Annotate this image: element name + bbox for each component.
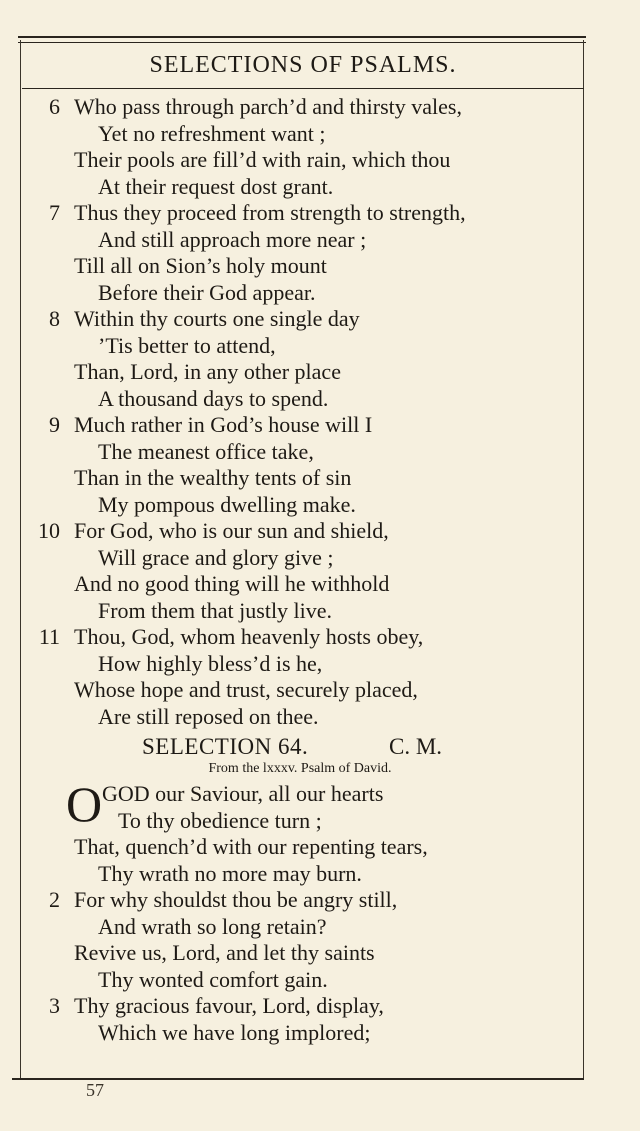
running-header: SELECTIONS OF PSALMS. <box>149 52 457 78</box>
page-number: 57 <box>86 1080 104 1100</box>
verse-line: Than in the wealthy tents of sin <box>74 465 352 490</box>
verse-line: Revive us, Lord, and let thy saints <box>74 940 375 965</box>
selection-meter: C. M. <box>389 734 443 759</box>
right-border <box>583 40 584 1080</box>
verse-line: Thy wrath no more may burn. <box>98 860 362 886</box>
verse-line: And still approach more near ; <box>98 226 367 252</box>
left-border <box>20 40 21 1080</box>
stanza-number: 2 <box>49 887 60 912</box>
verse-line: Their pools are fill’d with rain, which thou <box>74 147 451 172</box>
verse-line: Thus they proceed from strength to strength, <box>74 200 466 225</box>
verse-line: Which we have long implored; <box>98 1019 371 1045</box>
selection-source: From the lxxxv. Psalm of David. <box>208 761 392 776</box>
verse-line: Who pass through parch’d and thirsty vales, <box>74 94 462 119</box>
stanza-number: 10 <box>38 518 60 543</box>
verse-line: Than, Lord, in any other place <box>74 359 341 384</box>
verse-line: At their request dost grant. <box>98 173 334 199</box>
verse-line: For God, who is our sun and shield, <box>74 518 389 543</box>
verse-line: The meanest office take, <box>98 438 314 464</box>
verse-line: That, quench’d with our repenting tears, <box>74 834 428 859</box>
verse-line: Thou, God, whom heavenly hosts obey, <box>74 624 424 649</box>
verse-line: Will grace and glory give ; <box>98 544 334 570</box>
stanza-number: 11 <box>38 624 60 649</box>
verse-line: And wrath so long retain? <box>98 913 327 939</box>
top-rule-thin <box>18 42 586 43</box>
verse-line: Much rather in God’s house will I <box>74 412 373 437</box>
top-rule <box>18 36 586 38</box>
verse-line: Yet no refreshment want ; <box>98 120 326 146</box>
verse-line: GOD our Saviour, all our hearts <box>102 781 384 806</box>
verse-line: To thy obedience turn ; <box>118 807 322 833</box>
verse-line: ’Tis better to attend, <box>98 332 276 358</box>
stanza-number: 7 <box>49 200 60 225</box>
header-rule <box>22 88 584 89</box>
verse-line: Thy wonted comfort gain. <box>98 966 328 992</box>
verse-line: Before their God appear. <box>98 279 316 305</box>
stanza-number: 8 <box>49 306 60 331</box>
verse-line: Are still reposed on thee. <box>98 703 319 729</box>
stanza-number: 9 <box>49 412 60 437</box>
verse-line: Till all on Sion’s holy mount <box>74 253 327 278</box>
verse-line: For why shouldst thou be angry still, <box>74 887 398 912</box>
verse-line: From them that justly live. <box>98 597 333 623</box>
selection-title: SELECTION 64. <box>142 734 309 759</box>
verse-line: A thousand days to spend. <box>98 385 329 411</box>
verse-line: And no good thing will he withhold <box>74 571 390 596</box>
verse-line: My pompous dwelling make. <box>98 491 356 517</box>
verse-line: Within thy courts one single day <box>74 306 360 331</box>
verse-line: How highly bless’d is he, <box>98 650 323 676</box>
stanza-number: 6 <box>49 94 60 119</box>
verse-line: Whose hope and trust, securely placed, <box>74 677 418 702</box>
verse-line: Thy gracious favour, Lord, display, <box>74 993 384 1018</box>
stanza-number: 3 <box>49 993 60 1018</box>
drop-cap: O <box>66 776 103 832</box>
